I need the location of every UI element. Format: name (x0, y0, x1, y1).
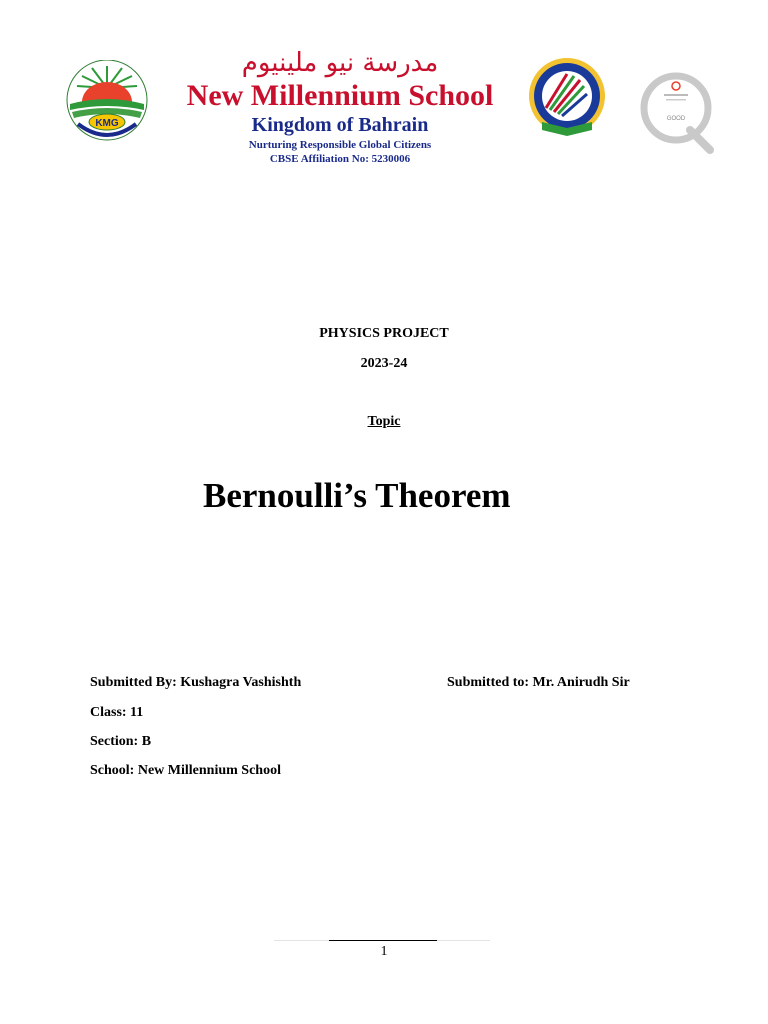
footer-divider-accent (329, 940, 437, 941)
project-title: Bernoulli’s Theorem (203, 476, 511, 515)
quality-q-logo (640, 68, 716, 154)
arabic-school-name: مدرسة نيو ملينيوم (241, 48, 439, 78)
cbse-affiliation: CBSE Affiliation No: 5230006 (269, 153, 411, 165)
kmg-logo-text: KMG (95, 118, 119, 129)
school-emblem-icon (524, 56, 610, 142)
school-tagline: Nurturing Responsible Global Citizens (248, 139, 432, 151)
submitted-to: Submitted to: Mr. Anirudh Sir (447, 675, 630, 690)
project-year: 2023-24 (360, 356, 408, 371)
page-number: 1 (380, 944, 388, 959)
q-logo-badge: GOOD (666, 116, 686, 122)
submitted-by: Submitted By: Kushagra Vashishth (90, 675, 302, 690)
section-info: Section: B (90, 734, 152, 749)
kingdom-label: Kingdom of Bahrain (251, 114, 429, 136)
school-info: School: New Millennium School (90, 763, 281, 778)
project-heading: PHYSICS PROJECT (319, 326, 449, 341)
kmg-logo (62, 60, 152, 142)
school-title-block (150, 48, 530, 166)
topic-label: Topic (367, 414, 401, 429)
class-info: Class: 11 (90, 705, 144, 720)
letterhead (0, 40, 768, 165)
school-name: New Millennium School (186, 79, 494, 112)
